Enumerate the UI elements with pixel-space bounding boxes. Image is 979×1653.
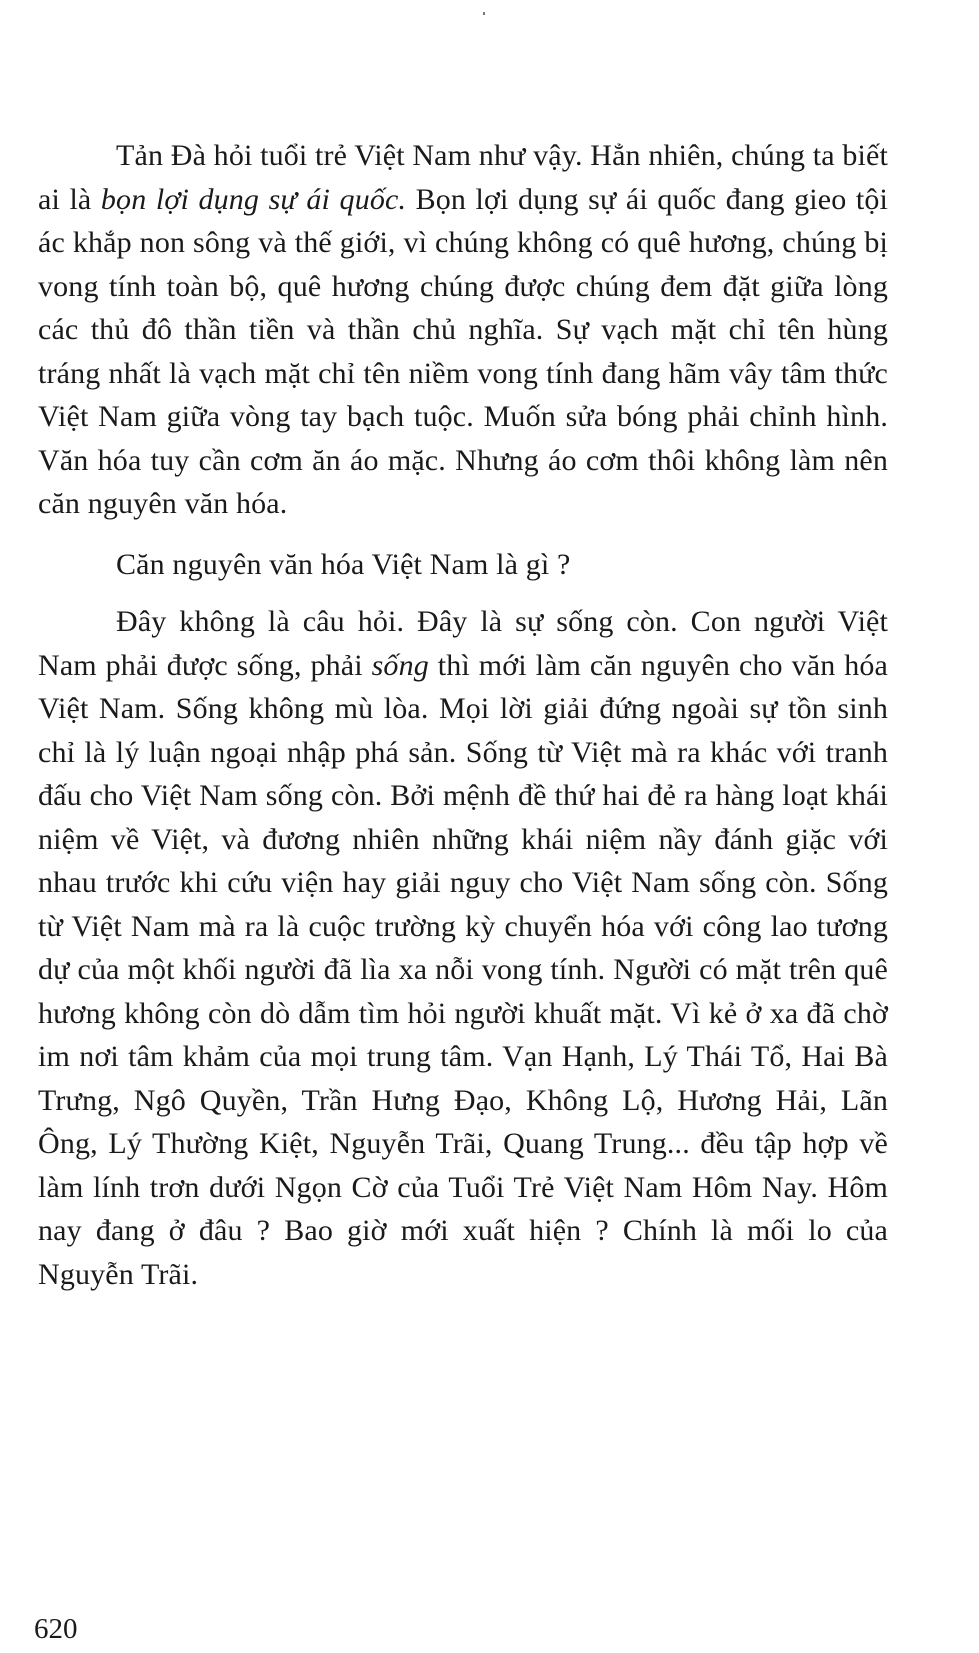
scan-speck: [483, 12, 485, 15]
paragraph-3-text-continued: thì mới làm căn nguyên cho văn hóa Việt Nam. Sống không mù lòa. Mọi lời giải đứng ngoài sự tồn sinh chỉ là lý luận ngoại nhập phá sản. Sống từ Việt mà ra khác với tranh đấu cho Việt Nam sống còn. Bởi mệnh đề thứ hai đẻ ra hàng loạt khái niệm về Việt, và đương nhiên những khái niệm nầy đánh giặc với nhau trước khi cứu viện hay giải nguy cho Việt Nam sống còn. Sống từ Việt Nam mà ra là cuộc trường kỳ chuyển hóa với công lao tương dự của một khối người đã lìa xa nỗi vong tính. Người có mặt trên quê hương không còn dò dẫm tìm hỏi người khuất mặt. Vì kẻ ở xa đã chờ im nơi tâm khảm của mọi trung tâm. Vạn Hạnh, Lý Thái Tổ, Hai Bà Trưng, Ngô Quyền, Trần Hưng Đạo, Không Lộ, Hương Hải, Lãn Ông, Lý Thường Kiệt, Nguyễn Trãi, Quang Trung... đều tập hợp về làm lính trơn dưới Ngọn Cờ của Tuổi Trẻ Việt Nam Hôm Nay. Hôm nay đang ở đâu ? Bao giờ mới xuất hiện ? Chính là mối lo của Nguyễn Trãi.: [38, 648, 888, 1291]
paragraph-1-text-continued: Bọn lợi dụng sự ái quốc đang gieo tội ác khắp non sông và thế giới, vì chúng không có quê hương, chúng bị vong tính toàn bộ, quê hương chúng được chúng đem đặt giữa lòng các thủ đô thần tiền và thần chủ nghĩa. Sự vạch mặt chỉ tên hùng tráng nhất là vạch mặt chỉ tên niềm vong tính đang hãm vây tâm thức Việt Nam giữa vòng tay bạch tuộc. Muốn sửa bóng phải chỉnh hình. Văn hóa tuy cần cơm ăn áo mặc. Nhưng áo cơm thôi không làm nên căn nguyên văn hóa.: [38, 182, 889, 520]
body-text: [38, 134, 888, 1296]
paragraph-3-italic-word: sống: [371, 648, 429, 682]
paragraph-3: [38, 600, 888, 1296]
paragraph-3-text: Đây không là câu hỏi. Đây là sự sống còn. Con người Việt Nam phải được sống, phải: [38, 605, 888, 682]
paragraph-2: [38, 543, 888, 587]
paragraph-1: [38, 134, 888, 526]
paragraph-1-text: Tản Đà hỏi tuổi trẻ Việt Nam như vậy. Hẳn nhiên, chúng ta biết ai là: [38, 139, 888, 216]
page-number: 620: [34, 1613, 78, 1645]
paragraph-2-text: Căn nguyên văn hóa Việt Nam là gì ?: [116, 547, 571, 581]
paragraph-1-italic-phrase: bọn lợi dụng sự ái quốc.: [100, 182, 407, 216]
